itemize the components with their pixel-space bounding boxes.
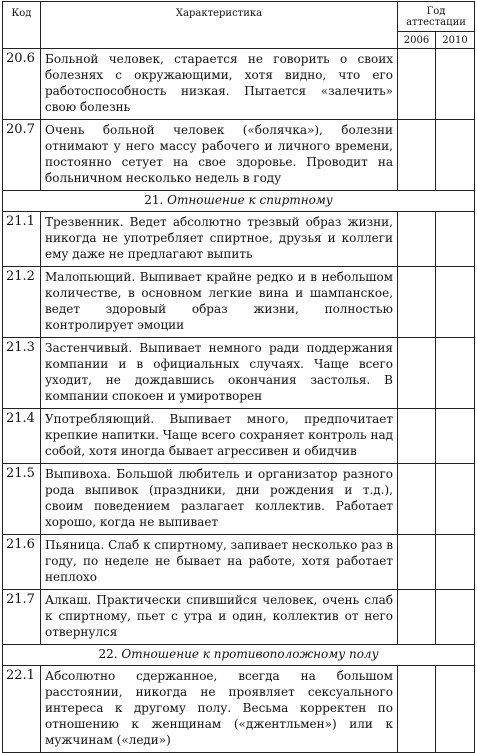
cell-2010[interactable] — [436, 590, 475, 645]
table-row — [3, 120, 475, 191]
section-row — [3, 191, 475, 212]
table-row — [3, 338, 475, 409]
row-text: Трезвенник. Ведет абсолютно трезвый образ жизни, никогда не употребляет спиртное, друзья и коллеги ему даже не предлагают выпить — [41, 212, 398, 267]
cell-2010[interactable] — [436, 338, 475, 409]
cell-2010[interactable] — [436, 666, 475, 753]
row-text: Очень больной человек («болячка»), болезни отнимают у него массу рабочего и личного времени, постоянно сетует на свое здоровье. Проводит на больничном несколько недель в году — [41, 120, 398, 191]
section-heading — [3, 645, 475, 666]
table-row — [3, 666, 475, 753]
row-code: 21.4 — [3, 409, 41, 464]
column-header-2010: 2010 — [436, 32, 475, 49]
cell-2010[interactable] — [436, 535, 475, 590]
cell-2006[interactable] — [398, 409, 436, 464]
row-code: 21.3 — [3, 338, 41, 409]
cell-2010[interactable] — [436, 120, 475, 191]
row-text: Больной человек, старается не говорить о своих болезнях с окружающими, хотя видно, что его работоспособность низкая. Пытается «залечить» свою болезнь — [41, 49, 398, 120]
row-text: Алкаш. Практически спившийся человек, очень слаб к спиртному, пьет с утра и один, коллектив от него отвернулся — [41, 590, 398, 645]
row-text: Застенчивый. Выпивает немного ради поддержания компании и в официальных случаях. Чаще всего уходит, не дождавшись окончания застолья. В компании спокоен и умиротворен — [41, 338, 398, 409]
column-header-year — [398, 2, 475, 32]
cell-2010[interactable] — [436, 464, 475, 535]
section-number: 22. — [98, 647, 118, 661]
table-row — [3, 409, 475, 464]
row-code: 20.7 — [3, 120, 41, 191]
cell-2006[interactable] — [398, 590, 436, 645]
cell-2010[interactable] — [436, 212, 475, 267]
section-row — [3, 645, 475, 666]
row-code: 20.6 — [3, 49, 41, 120]
row-code: 21.1 — [3, 212, 41, 267]
table-row — [3, 212, 475, 267]
cell-2006[interactable] — [398, 212, 436, 267]
header-row — [3, 2, 475, 32]
attestation-table — [2, 1, 475, 753]
cell-2006[interactable] — [398, 120, 436, 191]
table-row — [3, 590, 475, 645]
cell-2006[interactable] — [398, 464, 436, 535]
attestation-label: аттестации — [406, 17, 466, 28]
section-number: 21. — [144, 193, 164, 207]
cell-2006[interactable] — [398, 49, 436, 120]
table-body — [3, 49, 475, 753]
cell-2010[interactable] — [436, 409, 475, 464]
column-header-code: Код — [3, 2, 41, 49]
column-header-2006: 2006 — [398, 32, 436, 49]
cell-2006[interactable] — [398, 267, 436, 338]
row-code: 22.1 — [3, 666, 41, 753]
row-code: 21.5 — [3, 464, 41, 535]
table-row — [3, 49, 475, 120]
cell-2010[interactable] — [436, 267, 475, 338]
row-text: Пьяница. Слаб к спиртному, запивает несколько раз в году, по неделе не бывает на работе, хотя работает неплохо — [41, 535, 398, 590]
year-label: Год — [426, 6, 446, 17]
table-row — [3, 464, 475, 535]
cell-2006[interactable] — [398, 338, 436, 409]
row-code: 21.6 — [3, 535, 41, 590]
cell-2006[interactable] — [398, 666, 436, 753]
section-title: Отношение к спиртному — [167, 193, 333, 207]
column-header-characteristic: Характеристика — [41, 2, 398, 49]
cell-2010[interactable] — [436, 49, 475, 120]
row-text: Абсолютно сдержанное, всегда на большом расстоянии, никогда не проявляет сексуального интереса к другому полу. Весьма корректен по отношению к женщинам («джентльмен») или к мужчинам («леди») — [41, 666, 398, 753]
table-row — [3, 267, 475, 338]
cell-2006[interactable] — [398, 535, 436, 590]
section-heading — [3, 191, 475, 212]
row-text: Употребляющий. Выпивает много, предпочитает крепкие напитки. Чаще всего сохраняет контроль над собой, хотя иногда бывает агрессивен и обидчив — [41, 409, 398, 464]
row-text: Малопьющий. Выпивает крайне редко и в небольшом количестве, в основном легкие вина и шампанское, ведет здоровый образ жизни, полностью контролирует эмоции — [41, 267, 398, 338]
section-title: Отношение к противоположному полу — [121, 647, 379, 661]
row-text: Выпивоха. Большой любитель и организатор разного рода выпивок (праздники, дни рождения и т.д.), своим поведением разлагает коллектив. Работает хорошо, когда не выпивает — [41, 464, 398, 535]
row-code: 21.7 — [3, 590, 41, 645]
row-code: 21.2 — [3, 267, 41, 338]
table-row — [3, 535, 475, 590]
